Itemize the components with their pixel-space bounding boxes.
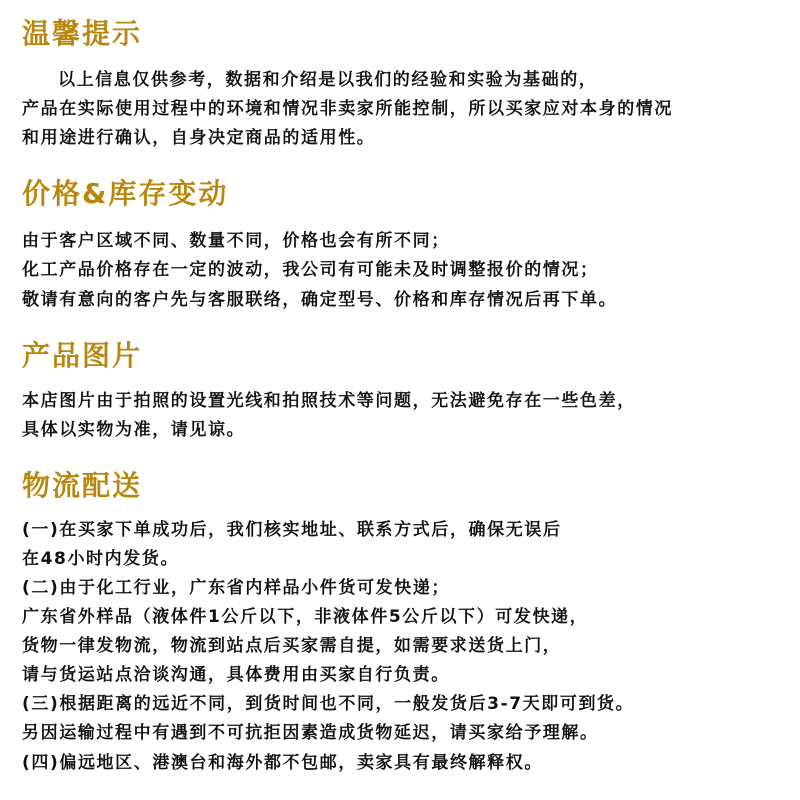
text-line: 另因运输过程中有遇到不可抗拒因素造成货物延迟，请买家给予理解。 <box>22 723 599 743</box>
section-title-price-stock: 价格&库存变动 <box>22 177 229 210</box>
text-line: (三)根据距离的远近不同，到货时间也不同，一般发货后3-7天即可到货。 <box>22 694 635 714</box>
text-line: 以上信息仅供参考，数据和介绍是以我们的经验和实验为基础的， <box>58 70 598 90</box>
text-line: 和用途进行确认，自身决定商品的适用性。 <box>22 128 376 148</box>
text-line: 广东省外样品（液体件1公斤以下，非液体件5公斤以下）可发快递， <box>22 607 589 627</box>
text-line: (二)由于化工行业，广东省内样品小件货可发快递； <box>22 578 450 598</box>
text-line: 化工产品价格存在一定的波动，我公司有可能未及时调整报价的情况； <box>22 260 599 280</box>
text-line: 本店图片由于拍照的设置光线和拍照技术等问题，无法避免存在一些色差， <box>22 391 636 411</box>
text-line: (四)偏远地区、港澳台和海外都不包邮，卖家具有最终解释权。 <box>22 753 543 773</box>
section-title-warm-tips: 温馨提示 <box>22 17 143 50</box>
text-line: 具体以实物为准，请见谅。 <box>22 420 246 440</box>
section-title-product-images: 产品图片 <box>22 339 143 372</box>
text-line: 在48小时内发货。 <box>22 549 180 569</box>
text-line: 产品在实际使用过程中的环境和情况非卖家所能控制，所以买家应对本身的情况 <box>22 99 673 119</box>
text-line: (一)在买家下单成功后，我们核实地址、联系方式后，确保无误后 <box>22 520 562 540</box>
text-line: 请与货运站点洽谈沟通，具体费用由买家自行负责。 <box>22 665 450 685</box>
text-line: 由于客户区域不同、数量不同，价格也会有所不同； <box>22 231 450 251</box>
text-line: 敬请有意向的客户先与客服联络，确定型号、价格和库存情况后再下单。 <box>22 290 618 310</box>
section-title-logistics: 物流配送 <box>22 469 143 502</box>
text-line: 货物一律发物流，物流到站点后买家需自提，如需要求送货上门， <box>22 636 562 656</box>
